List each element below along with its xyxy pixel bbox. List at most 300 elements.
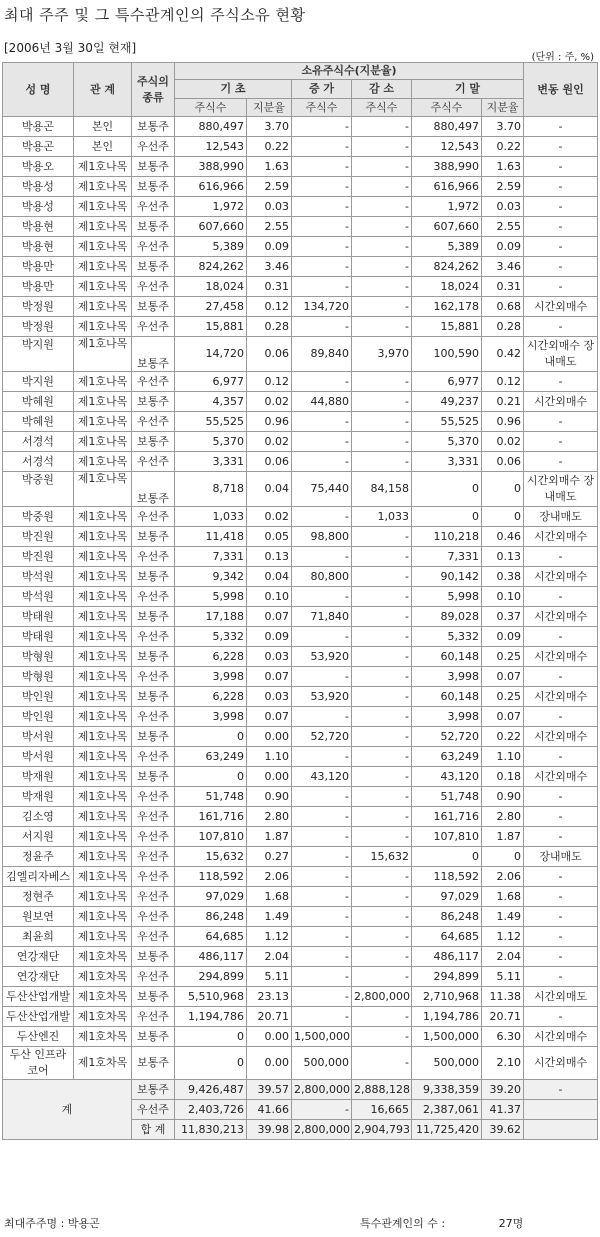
table-row xyxy=(3,967,598,987)
table-cell: 우선주 xyxy=(132,847,175,867)
total-cell: 2,800,000 xyxy=(292,1120,352,1140)
table-cell: 53,920 xyxy=(292,687,352,707)
table-cell: 2,710,968 xyxy=(412,987,482,1007)
header-end: 기 말 xyxy=(412,80,524,99)
table-cell: - xyxy=(292,967,352,987)
table-cell: 제1호차목 xyxy=(74,1047,132,1080)
table-cell: - xyxy=(524,787,598,807)
table-cell: 보통주 xyxy=(132,527,175,547)
table-cell: 우선주 xyxy=(132,907,175,927)
table-cell: 0.00 xyxy=(247,1047,292,1080)
table-cell: 우선주 xyxy=(132,507,175,527)
table-cell: 2.04 xyxy=(247,947,292,967)
major-holder-footer xyxy=(4,1215,100,1231)
table-cell: 0 xyxy=(482,472,524,507)
table-cell: - xyxy=(292,887,352,907)
table-cell: 보통주 xyxy=(132,257,175,277)
table-cell: 제1호나목 xyxy=(74,847,132,867)
table-cell: 0.03 xyxy=(482,197,524,217)
header-increase: 증 가 xyxy=(292,80,352,99)
table-cell: 0.22 xyxy=(247,137,292,157)
table-cell: 박용만 xyxy=(3,277,74,297)
table-cell: 0.22 xyxy=(482,137,524,157)
table-row xyxy=(3,587,598,607)
table-row xyxy=(3,867,598,887)
table-cell: 제1호나목 xyxy=(74,547,132,567)
table-cell: 최윤희 xyxy=(3,927,74,947)
table-cell: 시간외매수 xyxy=(524,392,598,412)
table-cell: 0.09 xyxy=(247,237,292,257)
table-cell: 보통주 xyxy=(132,392,175,412)
total-cell: 우선주 xyxy=(132,1100,175,1120)
table-cell: 0.06 xyxy=(247,337,292,372)
table-row xyxy=(3,947,598,967)
table-cell: - xyxy=(292,177,352,197)
table-cell: 0.05 xyxy=(247,527,292,547)
table-cell: 0.27 xyxy=(247,847,292,867)
total-cell xyxy=(524,1100,598,1120)
table-cell: 본인 xyxy=(74,117,132,137)
as-of-date: [2006년 3월 30일 현재] xyxy=(4,41,137,55)
table-cell: 51,748 xyxy=(412,787,482,807)
table-row xyxy=(3,337,598,372)
table-body xyxy=(3,117,598,1140)
table-cell: 우선주 xyxy=(132,1007,175,1027)
table-cell: 3,998 xyxy=(412,707,482,727)
table-cell: 제1호차목 xyxy=(74,947,132,967)
table-cell: 박형원 xyxy=(3,667,74,687)
table-cell: 15,881 xyxy=(175,317,247,337)
table-cell: 0.31 xyxy=(247,277,292,297)
table-cell: 정윤주 xyxy=(3,847,74,867)
major-holder-name: 박용곤 xyxy=(67,1217,100,1230)
table-cell: 박중원 xyxy=(3,507,74,527)
table-cell: 5,370 xyxy=(175,432,247,452)
table-cell: 박정원 xyxy=(3,317,74,337)
table-cell: - xyxy=(292,257,352,277)
table-cell: 2.06 xyxy=(482,867,524,887)
table-cell: 64,685 xyxy=(412,927,482,947)
table-cell: 60,148 xyxy=(412,647,482,667)
table-cell: 두산엔진 xyxy=(3,1027,74,1047)
table-cell: 20.71 xyxy=(482,1007,524,1027)
table-cell: 우선주 xyxy=(132,627,175,647)
table-cell: 제1호나목 xyxy=(74,217,132,237)
table-cell: - xyxy=(292,432,352,452)
table-cell: 제1호나목 xyxy=(74,507,132,527)
table-cell: 0 xyxy=(482,847,524,867)
table-cell: - xyxy=(524,927,598,947)
table-cell: 보통주 xyxy=(132,687,175,707)
table-cell: - xyxy=(352,707,412,727)
related-count-footer xyxy=(360,1215,523,1231)
table-cell: 제1호나목 xyxy=(74,787,132,807)
table-cell: 우선주 xyxy=(132,887,175,907)
table-cell: 우선주 xyxy=(132,967,175,987)
table-cell: - xyxy=(524,412,598,432)
table-cell: 0 xyxy=(175,1027,247,1047)
table-cell: 서경석 xyxy=(3,432,74,452)
table-cell: 9,342 xyxy=(175,567,247,587)
table-cell: - xyxy=(292,587,352,607)
table-cell: 정현주 xyxy=(3,887,74,907)
table-cell: 5,370 xyxy=(412,432,482,452)
table-cell: 90,142 xyxy=(412,567,482,587)
table-cell: 보통주 xyxy=(132,1047,175,1080)
table-cell: - xyxy=(292,197,352,217)
table-cell: 110,218 xyxy=(412,527,482,547)
table-cell: 294,899 xyxy=(175,967,247,987)
table-cell: - xyxy=(352,747,412,767)
total-cell: 2,800,000 xyxy=(292,1080,352,1100)
table-cell: 5,332 xyxy=(412,627,482,647)
table-cell: 보통주 xyxy=(132,117,175,137)
table-cell: - xyxy=(292,507,352,527)
table-cell: 박태원 xyxy=(3,627,74,647)
table-cell: 1.87 xyxy=(482,827,524,847)
table-row xyxy=(3,197,598,217)
table-cell: 1,194,786 xyxy=(175,1007,247,1027)
table-cell: 시간외매수 장내매도 xyxy=(524,472,598,507)
table-cell: 장내매도 xyxy=(524,847,598,867)
table-cell: 12,543 xyxy=(412,137,482,157)
table-row xyxy=(3,507,598,527)
table-row xyxy=(3,1027,598,1047)
table-cell: 4,357 xyxy=(175,392,247,412)
related-count-label: 특수관계인의 수 : xyxy=(360,1217,446,1230)
table-cell: 6,977 xyxy=(412,372,482,392)
table-cell: - xyxy=(292,747,352,767)
table-row xyxy=(3,1047,598,1080)
table-cell: 0.21 xyxy=(482,392,524,412)
table-cell: - xyxy=(352,827,412,847)
table-cell: 1,033 xyxy=(352,507,412,527)
table-cell: - xyxy=(524,137,598,157)
table-cell: 7,331 xyxy=(175,547,247,567)
table-cell: 제1호나목 xyxy=(74,887,132,907)
table-cell: 박용만 xyxy=(3,257,74,277)
table-cell: 우선주 xyxy=(132,137,175,157)
table-cell: 박용현 xyxy=(3,217,74,237)
table-cell: 0.04 xyxy=(247,567,292,587)
total-cell: 9,426,487 xyxy=(175,1080,247,1100)
table-cell: 박석원 xyxy=(3,587,74,607)
table-cell: 박재원 xyxy=(3,787,74,807)
total-cell: 2,387,061 xyxy=(412,1100,482,1120)
table-cell: 시간외매수 xyxy=(524,687,598,707)
table-cell: 0.90 xyxy=(482,787,524,807)
table-cell: - xyxy=(524,707,598,727)
table-row xyxy=(3,117,598,137)
table-cell: 1.10 xyxy=(482,747,524,767)
table-cell: 89,840 xyxy=(292,337,352,372)
total-cell: 39.62 xyxy=(482,1120,524,1140)
table-cell: 107,810 xyxy=(412,827,482,847)
table-cell: - xyxy=(292,117,352,137)
table-cell: 제1호나목 xyxy=(74,667,132,687)
table-cell: 98,800 xyxy=(292,527,352,547)
table-cell: 두산 인프라코어 xyxy=(3,1047,74,1080)
table-cell: - xyxy=(524,967,598,987)
table-cell: 본인 xyxy=(74,137,132,157)
table-cell: 0.68 xyxy=(482,297,524,317)
table-cell: 박서원 xyxy=(3,727,74,747)
table-cell: 2.80 xyxy=(482,807,524,827)
table-cell: 0.07 xyxy=(482,667,524,687)
table-cell: 43,120 xyxy=(412,767,482,787)
table-cell: - xyxy=(352,547,412,567)
table-cell: 보통주 xyxy=(132,157,175,177)
table-row xyxy=(3,787,598,807)
table-row xyxy=(3,847,598,867)
table-cell: - xyxy=(524,317,598,337)
table-cell: - xyxy=(292,987,352,1007)
table-row xyxy=(3,452,598,472)
total-cell: 39.57 xyxy=(247,1080,292,1100)
table-cell: 89,028 xyxy=(412,607,482,627)
table-cell: 제1호나목 xyxy=(74,587,132,607)
table-cell: 2.04 xyxy=(482,947,524,967)
table-cell: - xyxy=(352,217,412,237)
table-cell: 0.42 xyxy=(482,337,524,372)
table-cell: 71,840 xyxy=(292,607,352,627)
table-cell: 0.07 xyxy=(247,667,292,687)
table-cell: 11.38 xyxy=(482,987,524,1007)
table-cell: 12,543 xyxy=(175,137,247,157)
table-cell: 0.90 xyxy=(247,787,292,807)
table-cell: - xyxy=(352,1047,412,1080)
table-cell: 원보연 xyxy=(3,907,74,927)
table-cell: 제1호나목 xyxy=(74,157,132,177)
table-cell: 0.46 xyxy=(482,527,524,547)
table-cell: 제1호나목 xyxy=(74,432,132,452)
table-cell: - xyxy=(292,317,352,337)
table-cell: 500,000 xyxy=(292,1047,352,1080)
table-cell: 23.13 xyxy=(247,987,292,1007)
table-cell: 1.49 xyxy=(482,907,524,927)
header-end-ratio: 지분율 xyxy=(482,99,524,117)
table-cell: 박서원 xyxy=(3,747,74,767)
table-cell: 우선주 xyxy=(132,277,175,297)
table-cell: 1.12 xyxy=(482,927,524,947)
table-cell: - xyxy=(352,452,412,472)
table-row xyxy=(3,647,598,667)
table-cell: 제1호나목 xyxy=(74,567,132,587)
table-cell: 두산산업개발 xyxy=(3,987,74,1007)
table-cell: 118,592 xyxy=(175,867,247,887)
table-cell: 제1호나목 xyxy=(74,727,132,747)
header-begin-shares: 주식수 xyxy=(175,99,247,117)
table-cell: - xyxy=(352,177,412,197)
table-cell: - xyxy=(352,117,412,137)
table-row xyxy=(3,277,598,297)
table-cell: 5.11 xyxy=(482,967,524,987)
table-cell: 64,685 xyxy=(175,927,247,947)
table-cell: 5.11 xyxy=(247,967,292,987)
total-cell: - xyxy=(524,1080,598,1100)
table-cell: 1,033 xyxy=(175,507,247,527)
total-cell: 합 계 xyxy=(132,1120,175,1140)
table-cell: 보통주 xyxy=(132,337,175,372)
table-cell: 우선주 xyxy=(132,317,175,337)
table-cell: - xyxy=(352,927,412,947)
table-cell: 시간외매수 xyxy=(524,647,598,667)
table-cell: 우선주 xyxy=(132,827,175,847)
table-cell: - xyxy=(524,887,598,907)
table-cell: 서지원 xyxy=(3,827,74,847)
table-row xyxy=(3,137,598,157)
table-cell: - xyxy=(292,452,352,472)
table-cell: 2.59 xyxy=(247,177,292,197)
table-cell: - xyxy=(524,157,598,177)
table-cell: - xyxy=(352,392,412,412)
table-cell: - xyxy=(292,947,352,967)
table-cell: 우선주 xyxy=(132,807,175,827)
table-cell: 0.09 xyxy=(247,627,292,647)
table-cell: 제1호나목 xyxy=(74,607,132,627)
table-cell: - xyxy=(524,197,598,217)
table-cell: 우선주 xyxy=(132,867,175,887)
table-cell: - xyxy=(352,967,412,987)
table-cell: - xyxy=(352,237,412,257)
table-row xyxy=(3,527,598,547)
table-cell: 박용오 xyxy=(3,157,74,177)
table-cell: - xyxy=(524,667,598,687)
table-cell: 1.68 xyxy=(482,887,524,907)
table-row xyxy=(3,707,598,727)
total-cell: 11,725,420 xyxy=(412,1120,482,1140)
table-cell: 제1호나목 xyxy=(74,372,132,392)
table-cell: 5,389 xyxy=(175,237,247,257)
table-row xyxy=(3,392,598,412)
table-cell: 53,920 xyxy=(292,647,352,667)
table-cell: 제1호나목 xyxy=(74,527,132,547)
table-cell: - xyxy=(292,137,352,157)
table-row xyxy=(3,372,598,392)
table-row xyxy=(3,607,598,627)
table-cell: 0.03 xyxy=(247,647,292,667)
table-cell: 2.80 xyxy=(247,807,292,827)
table-cell: 우선주 xyxy=(132,787,175,807)
table-cell: 박혜원 xyxy=(3,412,74,432)
table-cell: 161,716 xyxy=(412,807,482,827)
table-cell: 보통주 xyxy=(132,217,175,237)
table-cell: 118,592 xyxy=(412,867,482,887)
total-cell: 39.98 xyxy=(247,1120,292,1140)
table-cell: 0.06 xyxy=(482,452,524,472)
header-dec-shares: 주식수 xyxy=(352,99,412,117)
table-cell: 97,029 xyxy=(412,887,482,907)
table-row xyxy=(3,747,598,767)
table-cell: 제1호나목 xyxy=(74,627,132,647)
table-cell: 보통주 xyxy=(132,1027,175,1047)
total-cell: 41.37 xyxy=(482,1100,524,1120)
table-cell: 제1호나목 xyxy=(74,237,132,257)
table-row xyxy=(3,687,598,707)
table-cell: - xyxy=(352,157,412,177)
table-cell: 보통주 xyxy=(132,177,175,197)
table-cell: 3,331 xyxy=(412,452,482,472)
table-cell: 824,262 xyxy=(175,257,247,277)
table-row xyxy=(3,432,598,452)
table-cell: - xyxy=(292,667,352,687)
table-cell: 0.02 xyxy=(247,507,292,527)
table-cell: - xyxy=(352,687,412,707)
table-cell: 제1호나목 xyxy=(74,297,132,317)
table-cell: 824,262 xyxy=(412,257,482,277)
table-cell: - xyxy=(292,907,352,927)
table-cell: 제1호나목 xyxy=(74,807,132,827)
table-cell: 제1호나목 xyxy=(74,277,132,297)
table-cell: 2,800,000 xyxy=(352,987,412,1007)
table-cell: 607,660 xyxy=(175,217,247,237)
table-cell: 제1호차목 xyxy=(74,967,132,987)
table-cell: 0.31 xyxy=(482,277,524,297)
table-cell: 2.59 xyxy=(482,177,524,197)
total-cell: 9,338,359 xyxy=(412,1080,482,1100)
table-cell: 0.28 xyxy=(482,317,524,337)
table-cell: 제1호나목 xyxy=(74,687,132,707)
table-cell: 시간외매수 xyxy=(524,607,598,627)
table-cell: 0.13 xyxy=(482,547,524,567)
table-cell: 제1호나목 xyxy=(74,907,132,927)
table-cell: 제1호나목 xyxy=(74,767,132,787)
table-cell: 52,720 xyxy=(412,727,482,747)
table-cell: 55,525 xyxy=(412,412,482,432)
table-cell: 김엘리자베스 xyxy=(3,867,74,887)
table-cell: 제1호나목 xyxy=(74,707,132,727)
total-cell: 2,403,726 xyxy=(175,1100,247,1120)
table-cell: 보통주 xyxy=(132,647,175,667)
table-cell: 388,990 xyxy=(412,157,482,177)
total-cell: 2,888,128 xyxy=(352,1080,412,1100)
table-cell: 2.55 xyxy=(247,217,292,237)
table-cell: 연강재단 xyxy=(3,967,74,987)
table-cell: - xyxy=(524,627,598,647)
table-cell: 161,716 xyxy=(175,807,247,827)
table-cell: 0.07 xyxy=(247,707,292,727)
table-cell: 86,248 xyxy=(412,907,482,927)
header-name: 성 명 xyxy=(3,63,74,117)
table-cell: 제1호나목 xyxy=(74,412,132,432)
table-cell: 0.18 xyxy=(482,767,524,787)
page-title: 최대 주주 및 그 특수관계인의 주식소유 현황 xyxy=(4,6,306,24)
table-cell: 11,418 xyxy=(175,527,247,547)
table-cell: 1.10 xyxy=(247,747,292,767)
table-cell: 0.10 xyxy=(482,587,524,607)
table-cell: 0.09 xyxy=(482,237,524,257)
table-cell: - xyxy=(524,452,598,472)
table-cell: 0 xyxy=(482,507,524,527)
table-cell: 15,632 xyxy=(352,847,412,867)
table-cell: 49,237 xyxy=(412,392,482,412)
table-cell: 보통주 xyxy=(132,297,175,317)
table-cell: 제1호나목 xyxy=(74,472,132,507)
table-cell: 제1호차목 xyxy=(74,987,132,1007)
table-cell: 보통주 xyxy=(132,767,175,787)
table-cell: 제1호나목 xyxy=(74,392,132,412)
table-cell: 63,249 xyxy=(412,747,482,767)
header-ownership: 소유주식수(지분율) xyxy=(175,63,524,80)
table-cell: 6,977 xyxy=(175,372,247,392)
table-cell: 1,972 xyxy=(175,197,247,217)
table-cell: 박재원 xyxy=(3,767,74,787)
table-cell: 388,990 xyxy=(175,157,247,177)
table-cell: 0.00 xyxy=(247,1027,292,1047)
table-cell: 14,720 xyxy=(175,337,247,372)
table-cell: 우선주 xyxy=(132,587,175,607)
table-cell: 3,998 xyxy=(175,667,247,687)
